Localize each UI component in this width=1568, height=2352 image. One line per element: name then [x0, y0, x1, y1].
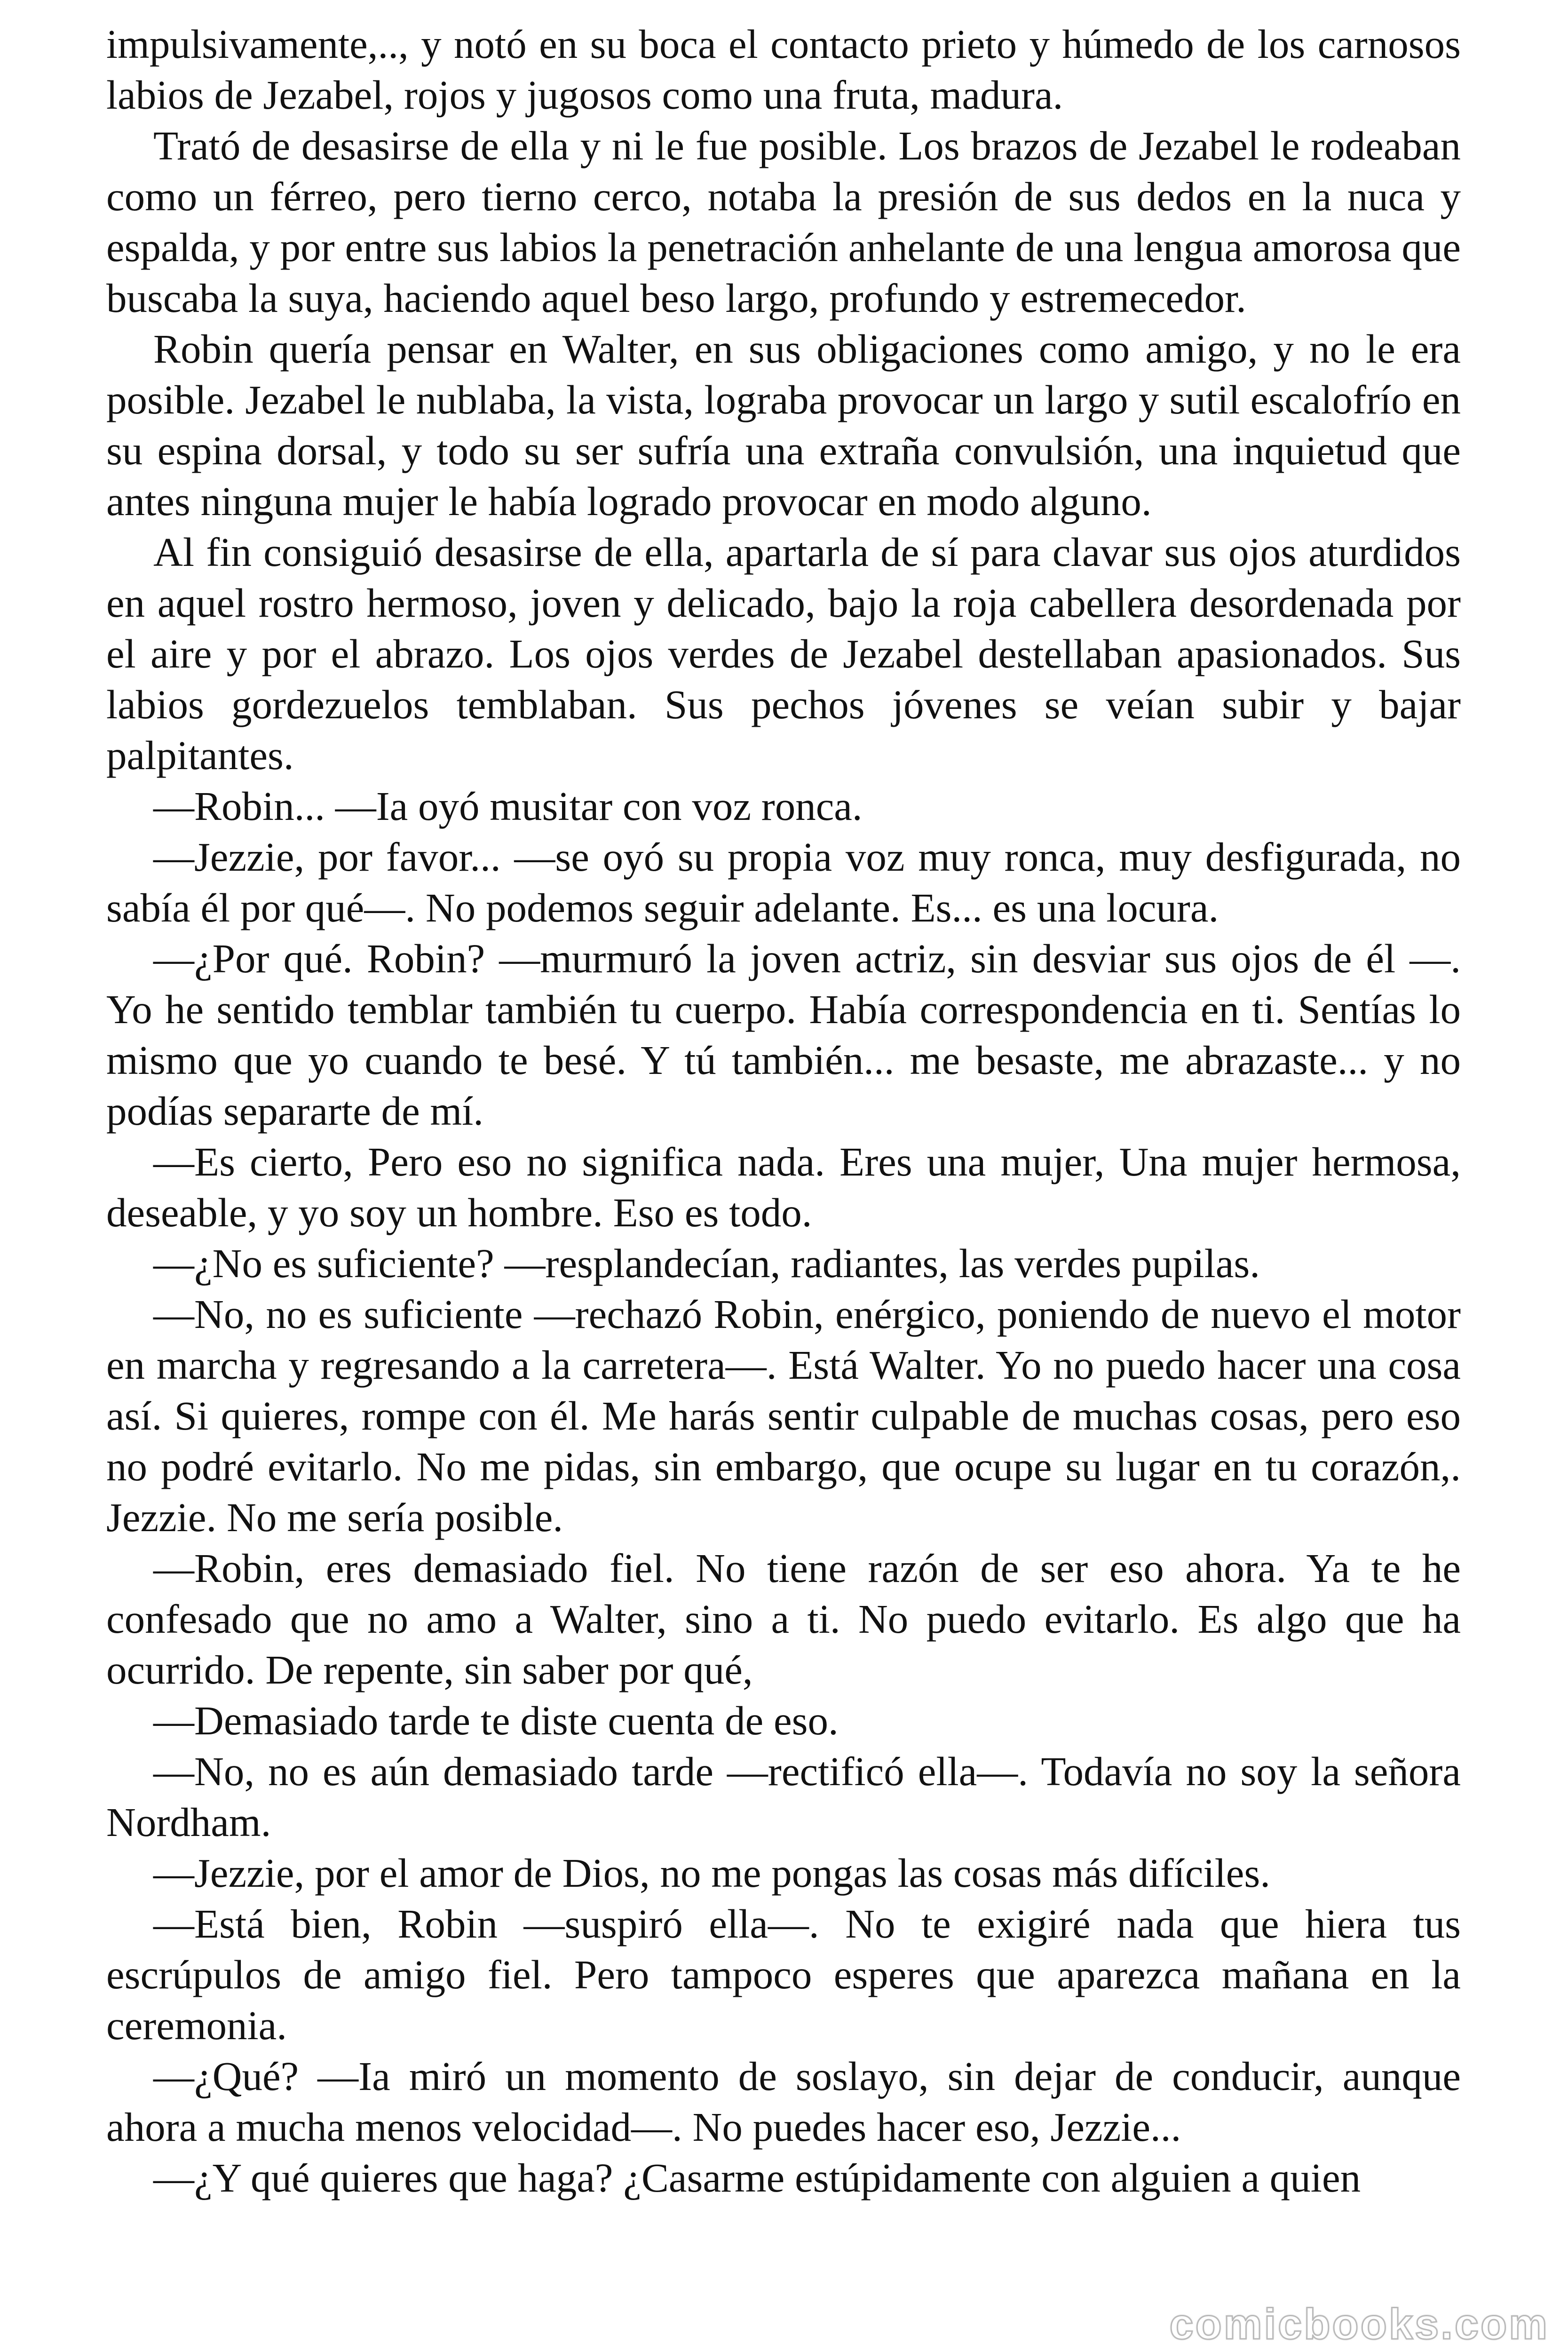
paragraph-2: Trató de desasirse de ella y ni le fue posible. Los brazos de Jezabel le rodeaban como un férreo, pero tierno cerco, notaba la presión de sus dedos en la nuca y espalda, y por entre sus labios la penetración anhelante de una lengua amorosa que buscaba la suya, haciendo aquel beso largo, profundo y estremecedor. — [106, 123, 1461, 321]
paragraph-10: —No, no es suficiente —rechazó Robin, enérgico, poniendo de nuevo el motor en marcha y regresando a la carretera—. Está Walter. Yo no puedo hacer una cosa así. Si quieres, rompe con él. Me harás sentir culpable de muchas cosas, pero eso no podré evitarlo. No me pidas, sin embargo, que ocupe su lugar en tu corazón,. Jezzie. No me sería posible. — [106, 1291, 1461, 1540]
paragraph-4: Al fin consiguió desasirse de ella, apartarla de sí para clavar sus ojos aturdidos en aquel rostro hermoso, joven y delicado, bajo la roja cabellera desordenada por el aire y por el abrazo. Los ojos verdes de Jezabel destellaban apasionados. Sus labios gordezuelos temblaban. Sus pechos jóvenes se veían subir y bajar palpitantes. — [106, 529, 1461, 778]
paragraph-12: —Demasiado tarde te diste cuenta de eso. — [153, 1698, 839, 1743]
paragraph-3: Robin quería pensar en Walter, en sus obligaciones como amigo, y no le era posible. Jezabel le nublaba, la vista, lograba provocar un largo y sutil escalofrío en su espina dorsal, y todo su ser sufría una extraña convulsión, una inquietud que antes ninguna mujer le había logrado provocar en modo alguno. — [106, 326, 1461, 524]
paragraph-5: —Robin... —Ia oyó musitar con voz ronca. — [153, 783, 863, 829]
paragraph-13: —No, no es aún demasiado tarde —rectificó ella—. Todavía no soy la señora Nordham. — [106, 1748, 1461, 1845]
paragraph-7: —¿Por qué. Robin? —murmuró la joven actriz, sin desviar sus ojos de él —. Yo he sentido temblar también tu cuerpo. Había correspondencia en ti. Sentías lo mismo que yo cuando te besé. Y tú también... me besaste, me abrazaste... y no podías separarte de mí. — [106, 936, 1461, 1134]
paragraph-15: —Está bien, Robin —suspiró ella—. No te exigiré nada que hiera tus escrúpulos de amigo fiel. Pero tampoco esperes que aparezca mañana en la ceremonia. — [106, 1901, 1461, 2048]
paragraph-11: —Robin, eres demasiado fiel. No tiene razón de ser eso ahora. Ya te he confesado que no amo a Walter, sino a ti. No puedo evitarlo. Es algo que ha ocurrido. De repente, sin saber por qué, — [106, 1545, 1461, 1692]
watermark-logo: comicbooks.com — [1169, 2300, 1549, 2348]
paragraph-9: —¿No es suficiente? —resplandecían, radiantes, las verdes pupilas. — [153, 1240, 1260, 1286]
paragraph-17: —¿Y qué quieres que haga? ¿Casarme estúpidamente con alguien a quien — [153, 2155, 1361, 2201]
paragraph-8: —Es cierto, Pero eso no significa nada. Eres una mujer, Una mujer hermosa, deseable, y yo soy un hombre. Eso es todo. — [106, 1139, 1461, 1235]
paragraph-1: impulsivamente,.., y notó en su boca el contacto prieto y húmedo de los carnosos labios de Jezabel, rojos y jugosos como una fruta, madura. — [106, 21, 1461, 118]
paragraph-16: —¿Qué? —Ia miró un momento de soslayo, sin dejar de conducir, aunque ahora a mucha menos velocidad—. No puedes hacer eso, Jezzie... — [106, 2053, 1461, 2150]
body-text — [106, 19, 1461, 2203]
paragraph-6: —Jezzie, por favor... —se oyó su propia voz muy ronca, muy desfigurada, no sabía él por qué—. No podemos seguir adelante. Es... es una locura. — [106, 834, 1461, 930]
paragraph-14: —Jezzie, por el amor de Dios, no me pongas las cosas más difíciles. — [153, 1850, 1270, 1896]
